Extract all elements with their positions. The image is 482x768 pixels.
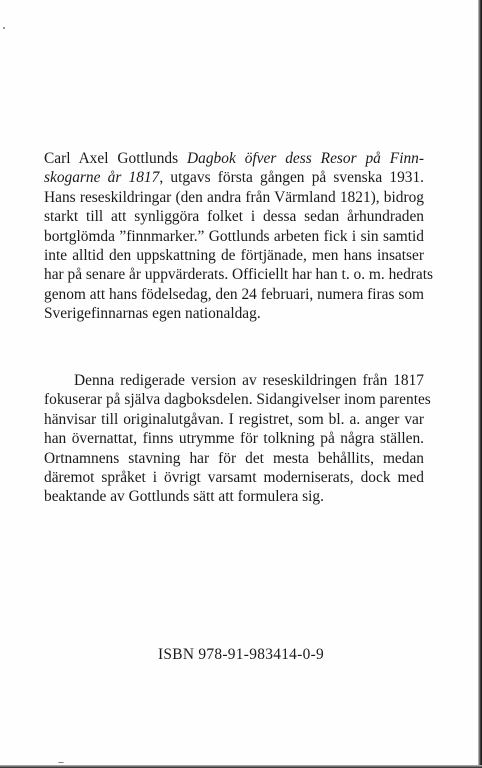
paragraph-edition-line-5: Ortnamnens stavning har för det mesta behållits, medan (44, 449, 424, 467)
paragraph-edition-note (44, 371, 431, 507)
paragraph-intro-line-8: genom att hans födelsedag, den 24 februari, numera firas som (44, 285, 424, 303)
paragraph-edition-line-7: beaktande av Gottlunds sätt att formulera sig. (44, 488, 324, 506)
paragraph-intro-line-2: skogarne år 1817, utgavs första gången på svenska 1931. (44, 169, 425, 187)
paragraph-edition-line-2: fokuserar på själva dagboksdelen. Sidangivelser inom parentes (44, 391, 431, 409)
paragraph-intro-line-4: starkt till att synliggöra folket i dessa sedan århundraden (44, 208, 424, 226)
paragraph-intro-line-7: har på senare år uppvärderats. Officiellt har han t. o. m. hedrats (44, 266, 434, 284)
paragraph-intro-line-3: Hans reseskildringar (den andra från Värmland 1821), bidrog (44, 188, 424, 206)
paragraph-intro (44, 149, 434, 324)
scan-speck (58, 762, 64, 763)
paragraph-edition-line-6: däremot språket i övrigt varsamt moderniserats, dock med (44, 469, 424, 487)
scan-edge-right (478, 0, 482, 768)
paragraph-intro-line-5: bortglömda ”finnmarker.” Gottlunds arbeten fick i sin samtid (44, 227, 424, 245)
book-title-italic-cont: skogarne år 1817 (44, 169, 160, 187)
scan-speck (3, 27, 5, 29)
paragraph-edition-line-3: hänvisar till originalutgåvan. I registret, som bl. a. anger var (44, 410, 424, 428)
book-title-italic: Dagbok öfver dess Resor på Finn- (187, 150, 424, 167)
paragraph-edition-line-4: han övernattat, finns utrymme för tolkning på några ställen. (44, 430, 424, 448)
paragraph-intro-line-9: Sverigefinnarnas egen nationaldag. (44, 305, 261, 323)
paragraph-intro-line-1: Carl Axel Gottlunds Dagbok öfver dess Resor på Finn- (44, 150, 424, 167)
paragraph-edition-line-1: Denna redigerade version av reseskildringen från 1817 (74, 372, 424, 389)
isbn-number: ISBN 978-91-983414-0-9 (157, 646, 325, 663)
paragraph-intro-line-6: inte alltid den uppskattning de förtjänade, men hans insatser (44, 247, 424, 265)
